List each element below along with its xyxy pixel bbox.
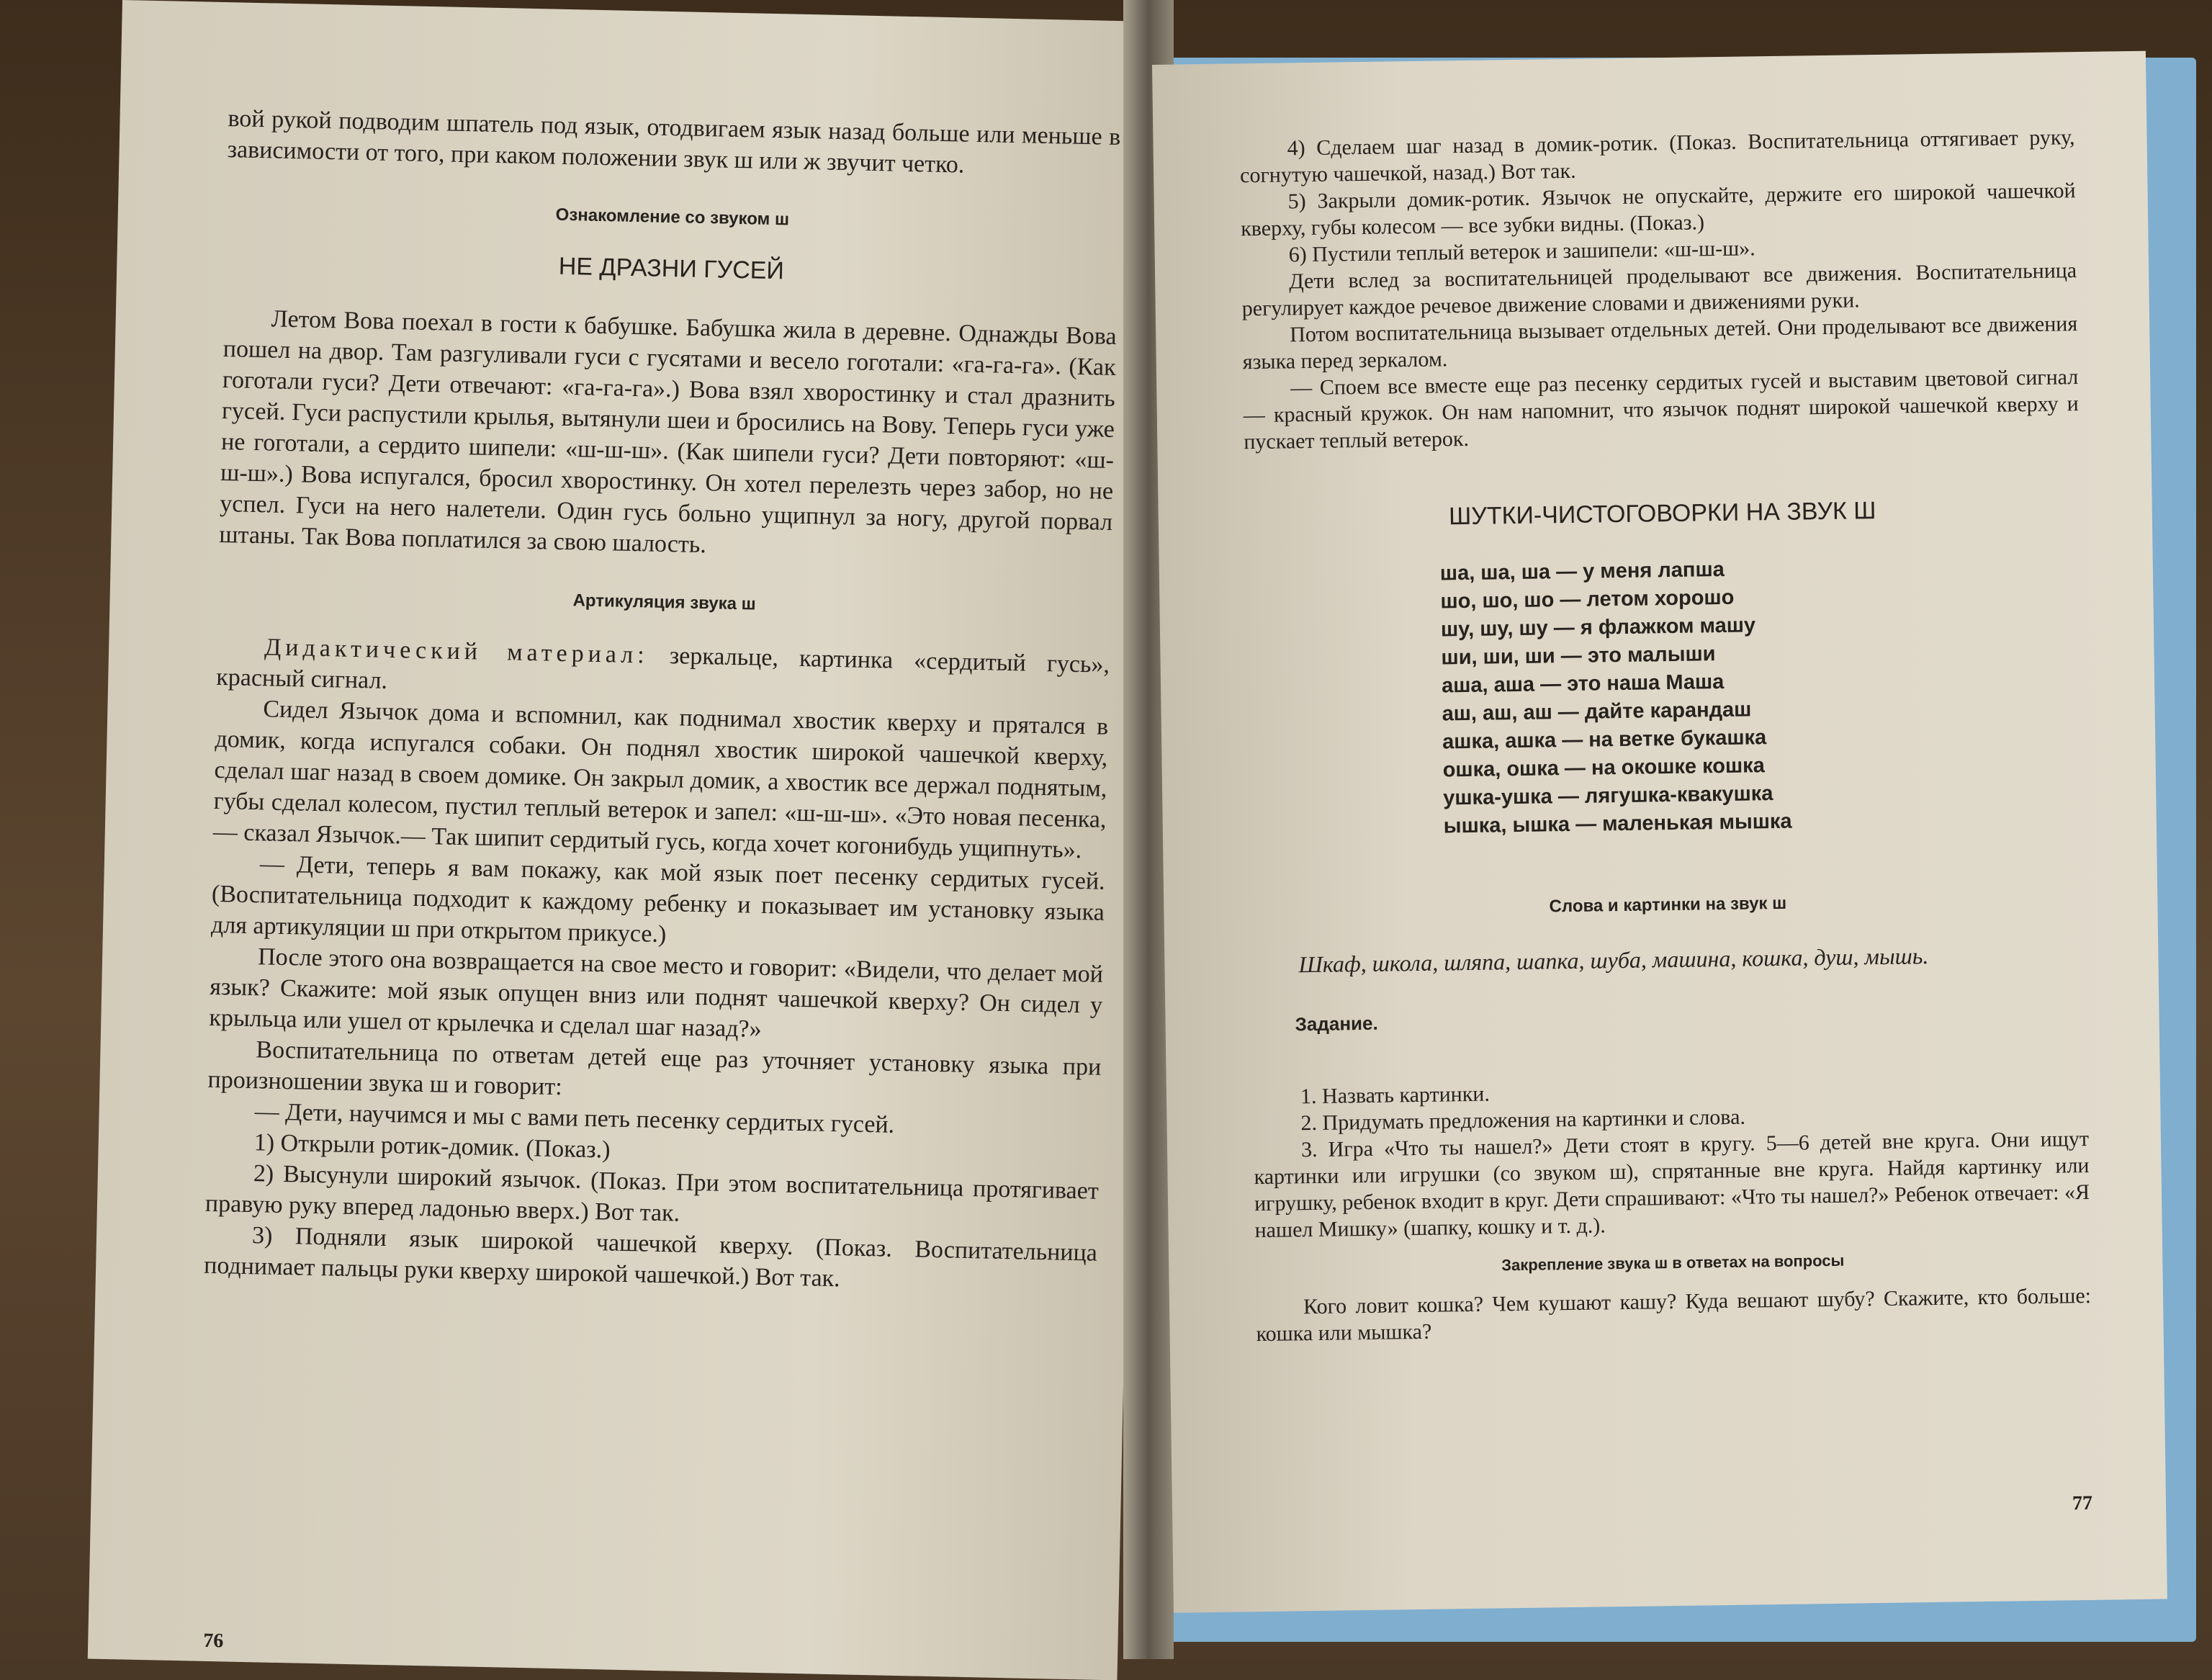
list-item: ушка-ушка — лягушка-квакушка <box>1443 782 1773 810</box>
didactic-label: Дидактический материал: <box>264 634 649 669</box>
left-paragraph: Воспитательница по ответам детей еще раз уточняет установку языка при произношении звука ш и говорит: <box>207 1036 1102 1101</box>
left-paragraph: После этого она возвращается на свое место и говорит: «Видели, что делает мой язык? Скажите: мой язык опущен вниз или поднят чашечкой кверху? Он сидел у крыльца или ушел от крылечка и сделал шаг назад?» <box>209 943 1104 1043</box>
word-list: Шкаф, школа, шляпа, шапка, шуба, машина, кошка, душ, мышь. <box>1298 943 1929 978</box>
step-item: 1) Открыли ротик-домик. (Показ.) <box>253 1129 611 1164</box>
story-text: Летом Вова поехал в гости к бабушке. Бабушка жила в деревне. Однажды Вова пошел на двор. Там разгуливали гуси с гусятами и весело гоготали: «га-га-га». (Как гоготали гуси? Дети отвечают: «га-га-га».) Вова взял хворостинку и стал дразнить гусей. Гуси распустили крылья, вытянули шеи и бросились на Вову. Теперь гуси уже не гоготали, а сердито шипели: «ш-ш-ш». (Как шипели гуси? Дети повторяют: «ш-ш-ш».) Вова испугался, бросил хворостинку. Он хотел перелезть через забор, но не успел. Гуси на него налетели. Один гусь больно ущипнул за ногу, другой порвал штаны. Так Вова поплатился за свою шалость. <box>219 305 1117 559</box>
questions-text: Кого ловит кошка? Чем кушают кашу? Куда вешают шубу? Скажите, кто больше: кошка или мышка? <box>1256 1283 2092 1347</box>
list-item: аша, аша — это наша Маша <box>1441 670 1725 698</box>
page-number-right: 77 <box>2072 1491 2093 1515</box>
list-item: ша, ша, ша — у меня лапша <box>1439 557 1725 585</box>
right-paragraph: — Споем все вместе еще раз песенку сердитых гусей и выставим цветовой сигнал — красный кружок. Он нам напомнит, что язычок поднят широкой чашечкой кверху и пускает теплый ветерок. <box>1243 365 2079 454</box>
list-item: ашка, ашка — на ветке букашка <box>1442 726 1767 754</box>
page-number-left: 76 <box>202 1629 224 1653</box>
left-page <box>88 0 1152 1680</box>
right-page <box>1152 51 2167 1613</box>
list-item: шо, шо, шо — летом хорошо <box>1440 585 1735 614</box>
section-heading-familiarization: Ознакомление со звуком ш <box>555 205 790 230</box>
right-paragraph: Потом воспитательница вызывает отдельных детей. Они проделывают все движения языка перед зеркалом. <box>1242 312 2078 374</box>
tongue-twister-list <box>1440 551 2085 840</box>
section-heading-words: Слова и картинки на звук ш <box>1549 893 1787 917</box>
list-item: ши, ши, ши — это малыши <box>1441 642 1716 670</box>
task-item: 2. Придумать предложения на картинки и слова. <box>1300 1105 1746 1136</box>
section-heading-articulation: Артикуляция звука ш <box>572 590 756 614</box>
tongue-twisters-title: ШУТКИ-ЧИСТОГОВОРКИ НА ЗВУК Ш <box>1448 497 1876 531</box>
task-label: Задание. <box>1295 1012 1378 1036</box>
list-item: ышка, ышка — маленькая мышка <box>1443 809 1792 838</box>
section-heading-reinforcement: Закрепление звука ш в ответах на вопросы <box>1501 1251 1845 1275</box>
list-item: аш, аш, аш — дайте карандаш <box>1442 698 1752 726</box>
didactic-text: зеркальце, картинка «сердитый гусь», красный сигнал. <box>215 642 1110 694</box>
step-item: 2) Высунули широкий язычок. (Показ. При этом воспитательница протягивает правую руку вперед ладонью вверх.) Вот так. <box>204 1160 1100 1227</box>
list-item: шу, шу, шу — я флажком машу <box>1440 614 1756 642</box>
left-intro: вой рукой подводим шпатель под язык, отодвигаем язык назад больше или меньше в зависимости от того, при каком положении звук ш или ж звучит четко. <box>227 105 1121 179</box>
right-paragraph: Дети вслед за воспитательницей проделывают все движения. Воспитательница регулирует каждое речевое движение словами и движениями руки. <box>1241 259 2077 321</box>
step-item: 6) Пустили теплый ветерок и зашипели: «ш-ш-ш». <box>1288 236 1755 267</box>
left-paragraph: — Дети, теперь я вам покажу, как мой язык поет песенку сердитых гусей. (Воспитательница подходит к каждому ребенку и показывает им установку языка для артикуляции ш при открытом прикусе.) <box>210 850 1106 948</box>
task-item: 1. Назвать картинки. <box>1300 1082 1491 1109</box>
left-paragraph: — Дети, научимся и мы с вами петь песенку сердитых гусей. <box>254 1098 895 1138</box>
step-item: 5) Закрыли домик-ротик. Язычок не опускайте, держите его широкой чашечкой кверху, губы колесом — все зубки видны. (Показ.) <box>1240 179 2076 241</box>
left-paragraph: Сидел Язычок дома и вспомнил, как поднимал хвостик кверху и прятался в домик, когда испугался собаки. Он поднял хвостик широкой чашечкой кверху, сделал шаг назад в своем домике. Он закрыл домик, а хвостик все держал поднятым, губы сделал колесом, пустил теплый ветерок и запел: «ш-ш-ш». «Это новая песенка,— сказал Язычок.— Так шипит сердитый гусь, когда хочет когонибудь ущипнуть». <box>212 696 1109 864</box>
story-title: НЕ ДРАЗНИ ГУСЕЙ <box>558 252 785 285</box>
step-item: 4) Сделаем шаг назад в домик-ротик. (Показ. Воспитательница оттягивает руку, согнутую чашечкой, назад.) Вот так. <box>1239 125 2075 188</box>
list-item: ошка, ошка — на окошке кошка <box>1442 754 1765 782</box>
step-item: 3) Подняли язык широкой чашечкой кверху. (Показ. Воспитательница поднимает пальцы руки кверху широкой чашечкой.) Вот так. <box>203 1222 1098 1293</box>
task-item: 3. Игра «Что ты нашел?» Дети стоят в кругу. 5—6 детей вне круга. Они ищут картинки или игрушки (со звуком ш), спрятанные вне круга. Найдя картинку или игрушку, ребенок входит в круг. Дети спрашивают: «Что ты нашел?» Ребенок отвечает: «Я нашел Мишку» (шапку, кошку и т. д.). <box>1254 1126 2090 1243</box>
